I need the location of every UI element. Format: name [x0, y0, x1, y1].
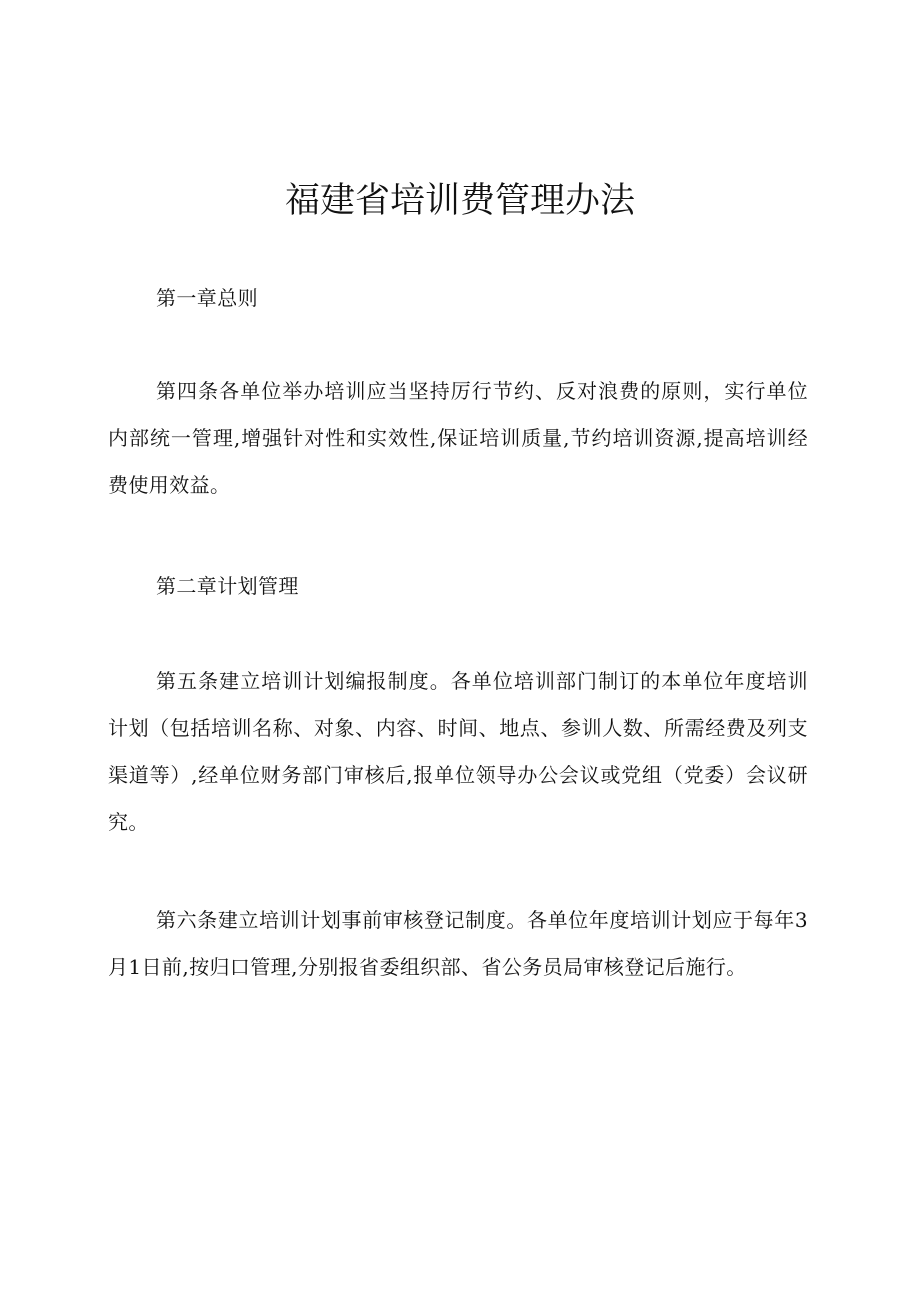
- article-4-paragraph: 第四条各单位举办培训应当坚持厉行节约、反对浪费的原则，实行单位内部统一管理,增强针对性和实效性,保证培训质量,节约培训资源,提高培训经费使用效益。: [108, 379, 808, 497]
- article-6-paragraph: 第六条建立培训计划事前审核登记制度。各单位年度培训计划应于每年3月1日前,按归口管理,分别报省委组织部、省公务员局审核登记后施行。: [108, 908, 808, 979]
- chapter-1-heading: 第一章总则: [156, 286, 258, 310]
- chapter-2-heading: 第二章计划管理: [156, 574, 299, 598]
- article-5-paragraph: 第五条建立培训计划编报制度。各单位培训部门制订的本单位年度培训计划（包括培训名称、对象、内容、时间、地点、参训人数、所需经费及列支渠道等）,经单位财务部门审核后,报单位领导办公会议或党组（党委）会议研究。: [108, 669, 808, 834]
- document-title: 福建省培训费管理办法: [284, 181, 635, 221]
